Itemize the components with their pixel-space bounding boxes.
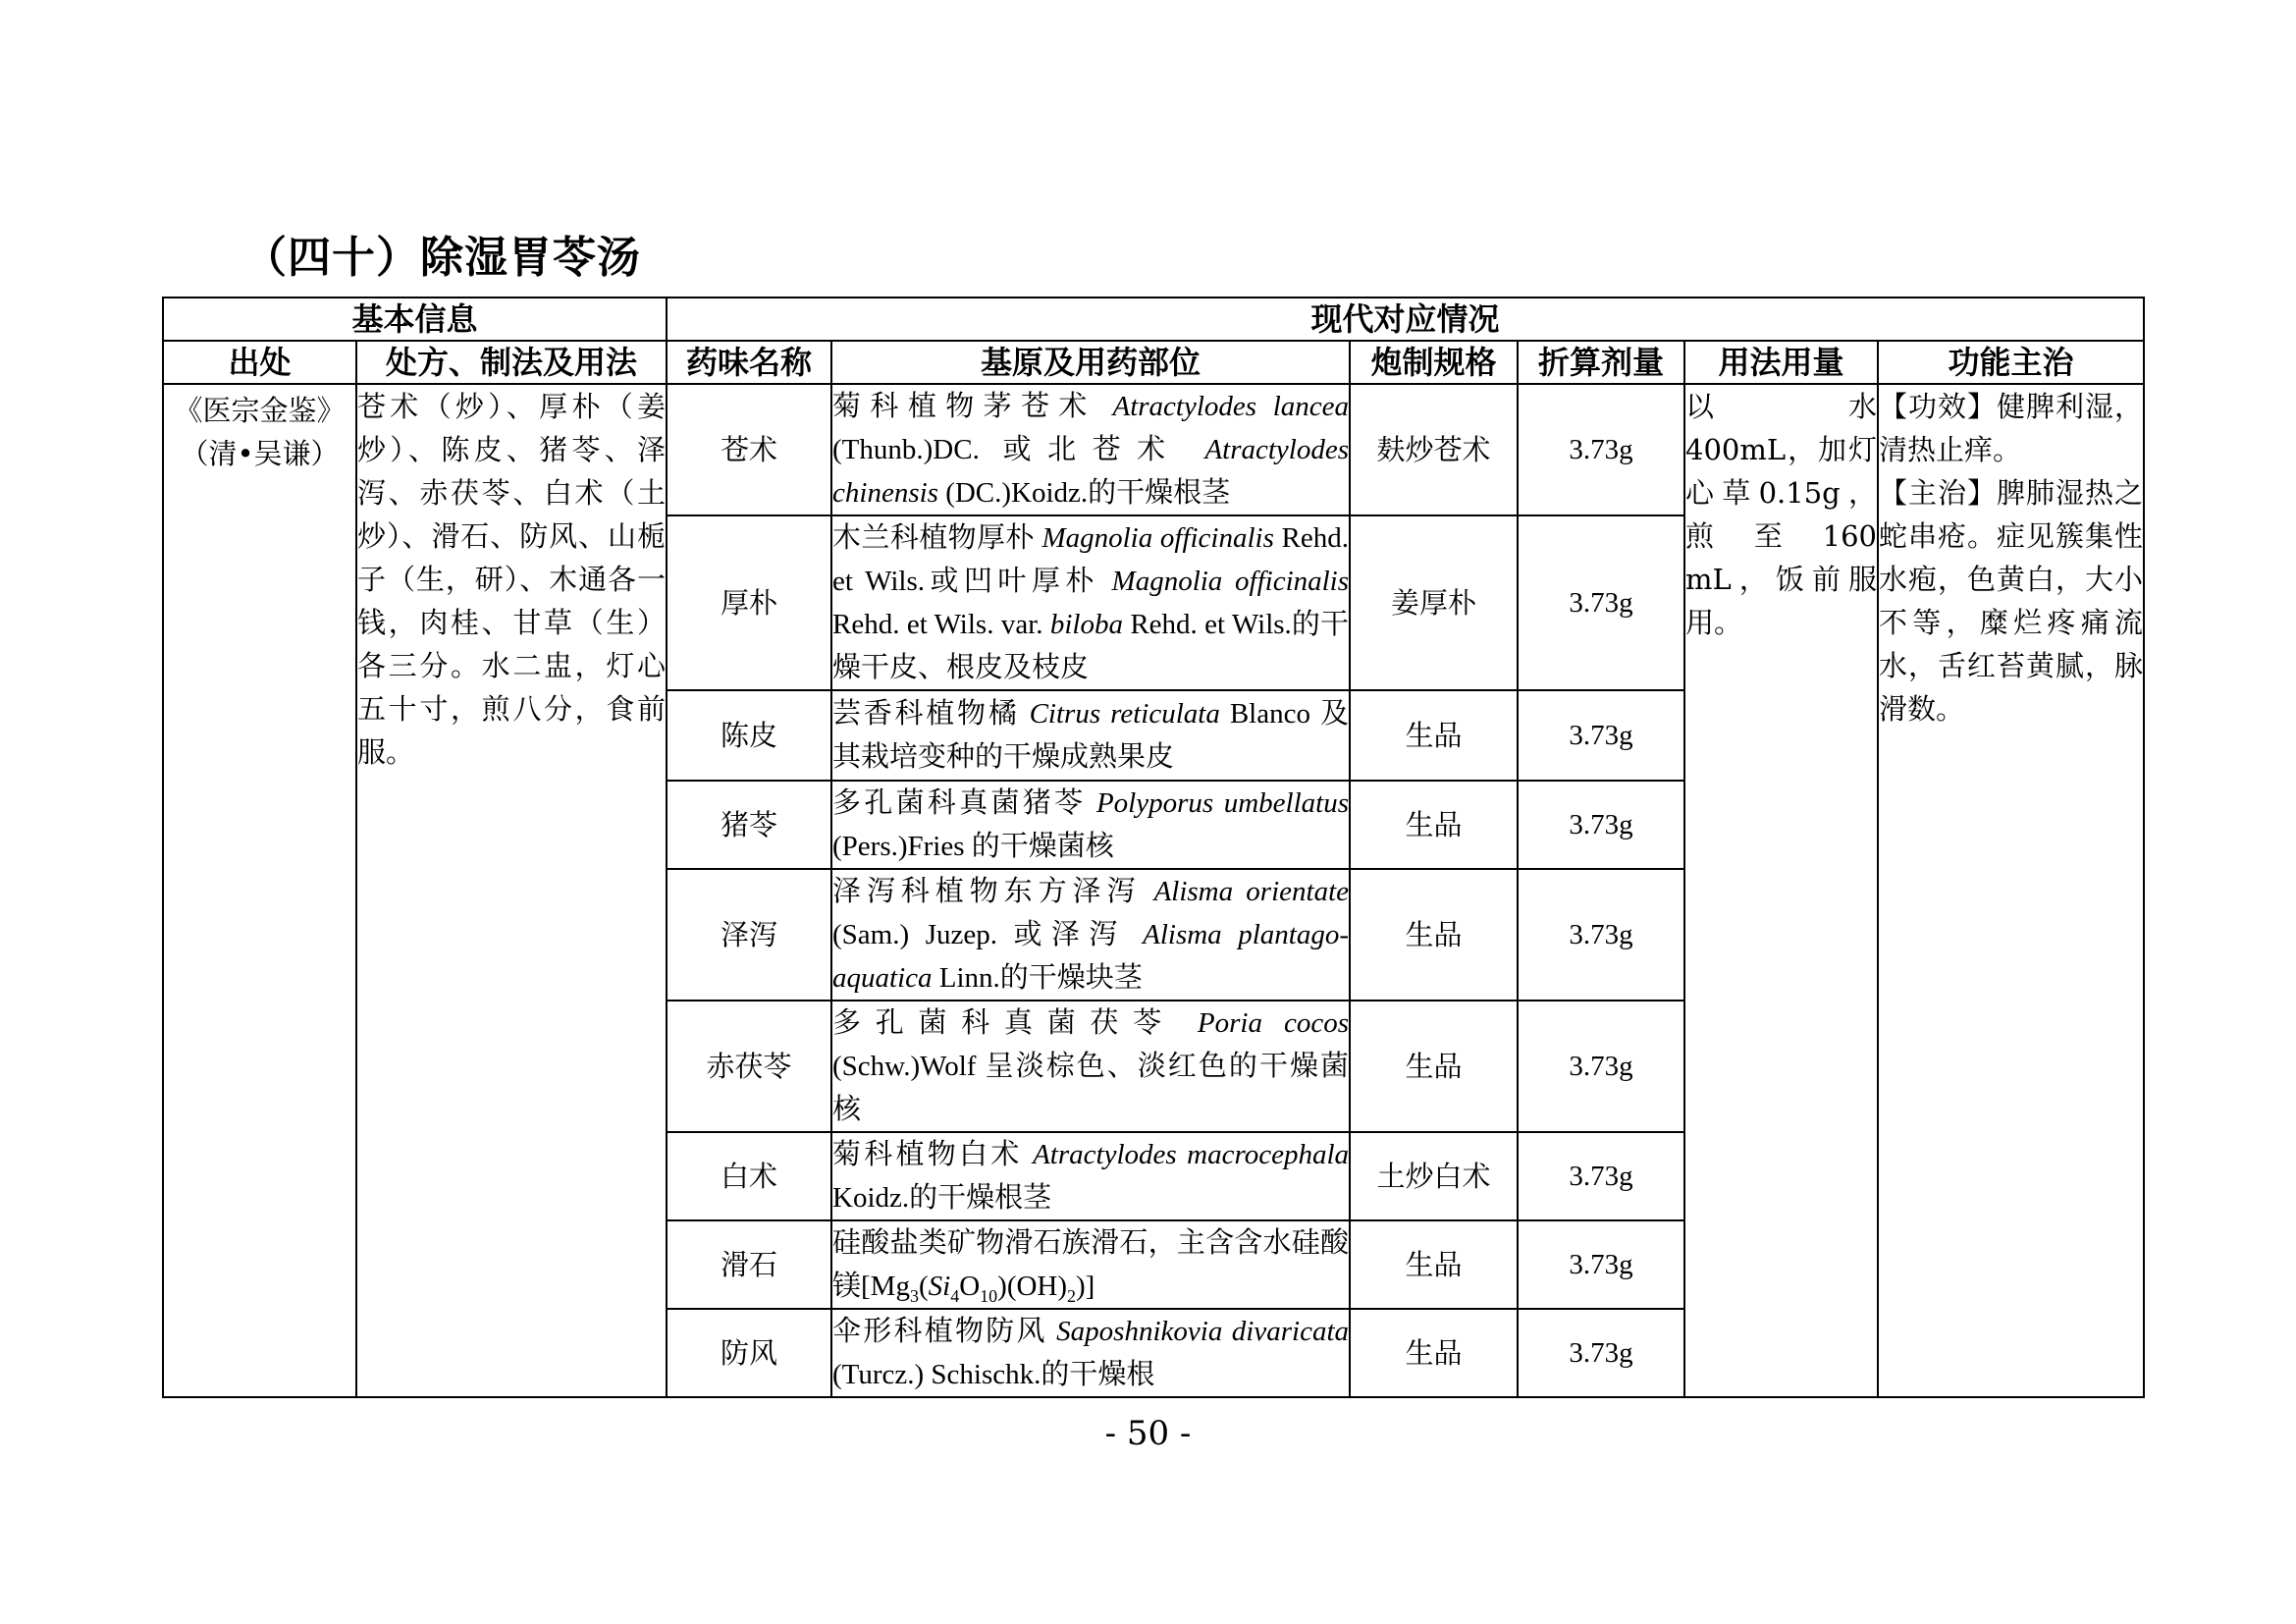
herb-dose-cell: 3.73g: [1518, 690, 1684, 781]
herb-origin-cell: [831, 690, 1350, 781]
origin-segment: Polyporus umbellatus: [1095, 787, 1349, 819]
header-dose: 折算剂量: [1518, 341, 1684, 384]
header-source: 出处: [163, 341, 356, 384]
origin-segment: 硅酸盐类矿物滑石族滑石，主含含水硅酸镁[Mg: [832, 1227, 1350, 1302]
origin-segment: (Pers.)Fries 的干燥菌核: [832, 831, 1114, 862]
origin-segment: Rehd. et Wils.的干燥干皮、根皮及枝皮: [832, 609, 1350, 683]
herb-name-cell: 猪苓: [667, 781, 831, 869]
herb-origin-cell: [831, 781, 1350, 869]
herb-origin-cell: [831, 515, 1350, 690]
herb-name-cell: 苍术: [667, 384, 831, 515]
origin-segment: 泽泻科植物东方泽泻: [832, 876, 1154, 907]
origin-segment: 菊科植物茅苍术: [832, 391, 1113, 422]
herb-dose-cell: 3.73g: [1518, 1132, 1684, 1220]
herb-origin-cell: [831, 384, 1350, 515]
origin-segment: 菊科植物白术: [832, 1139, 1034, 1170]
origin-segment: 伞形科植物防风: [832, 1316, 1057, 1347]
header-basic-info: 基本信息: [163, 298, 667, 341]
effect-tag: 【功效】: [1879, 390, 1998, 423]
herb-name-cell: 赤茯苓: [667, 1001, 831, 1132]
origin-segment: Citrus reticulata: [1029, 698, 1220, 730]
origin-segment: Magnolia officinalis: [1111, 566, 1350, 597]
origin-segment: 多孔菌科真菌茯苓: [832, 1007, 1198, 1039]
origin-segment: 3: [909, 1285, 919, 1306]
origin-segment: O: [959, 1271, 981, 1302]
page-title: （四十）除湿胃苓汤: [243, 233, 641, 283]
herb-processing-cell: 麸炒苍术: [1350, 384, 1518, 515]
herb-processing-cell: 生品: [1350, 1001, 1518, 1132]
function-cell: [1878, 384, 2144, 1397]
origin-segment: (Turcz.) Schischk.的干燥根: [832, 1359, 1155, 1390]
herb-name-cell: 滑石: [667, 1220, 831, 1309]
herb-processing-cell: 生品: [1350, 869, 1518, 1001]
header-herb-name: 药味名称: [667, 341, 831, 384]
origin-segment: Linn.的干燥块茎: [932, 962, 1143, 994]
herb-origin-cell: [831, 1001, 1350, 1132]
herb-processing-cell: 生品: [1350, 1220, 1518, 1309]
herb-origin-cell: [831, 1220, 1350, 1309]
herb-dose-cell: 3.73g: [1518, 384, 1684, 515]
source-cell: 《医宗金鉴》（清•吴谦）: [163, 384, 356, 1397]
origin-segment: Alisma plantago-aquatica: [832, 919, 1350, 994]
herb-name-cell: 白术: [667, 1132, 831, 1220]
herb-dose-cell: 3.73g: [1518, 1309, 1684, 1397]
origin-segment: )(OH): [997, 1271, 1068, 1302]
herb-processing-cell: 生品: [1350, 690, 1518, 781]
origin-segment: Koidz.的干燥根茎: [832, 1182, 1052, 1214]
header-origin: 基原及用药部位: [831, 341, 1350, 384]
origin-segment: 4: [950, 1285, 960, 1306]
herb-processing-cell: 生品: [1350, 1309, 1518, 1397]
origin-segment: Alisma orientate: [1153, 876, 1349, 907]
origin-segment: Blanco 及其栽培变种的干燥成熟果皮: [832, 698, 1349, 773]
herb-dose-cell: 3.73g: [1518, 1001, 1684, 1132]
herb-name-cell: 防风: [667, 1309, 831, 1397]
herb-origin-cell: [831, 1132, 1350, 1220]
header-function: 功能主治: [1878, 341, 2144, 384]
origin-segment: Poria cocos: [1197, 1007, 1349, 1039]
indication-tag: 【主治】: [1879, 476, 1998, 510]
page-number: - 50 -: [1104, 1414, 1192, 1453]
herbal-formula-table: [162, 297, 2145, 1398]
origin-segment: Atractylodes chinensis: [832, 434, 1350, 509]
origin-segment: Magnolia officinalis: [1041, 522, 1274, 554]
herb-processing-cell: 生品: [1350, 781, 1518, 869]
origin-segment: (: [918, 1271, 929, 1302]
origin-segment: 10: [980, 1285, 998, 1306]
herb-dose-cell: 3.73g: [1518, 781, 1684, 869]
header-processing: 炮制规格: [1350, 341, 1518, 384]
origin-segment: Rehd. et Wils. var.: [832, 609, 1050, 640]
prescription-cell: 苍术（炒）、厚朴（姜炒）、陈皮、猪苓、泽泻、赤茯苓、白术（土炒）、滑石、防风、山栀子（生，研）、木通各一钱，肉桂、甘草（生）各三分。水二盅，灯心五十寸，煎八分，食前服。: [356, 384, 667, 1397]
origin-segment: Rehd. et Wils.或凹叶厚朴: [832, 522, 1350, 597]
origin-segment: (Thunb.)DC. 或北苍术: [832, 434, 1205, 465]
origin-segment: 多孔菌科真菌猪苓: [832, 787, 1096, 819]
origin-segment: biloba: [1049, 609, 1123, 640]
herb-dose-cell: 3.73g: [1518, 515, 1684, 690]
herb-dose-cell: 3.73g: [1518, 869, 1684, 1001]
herb-origin-cell: [831, 869, 1350, 1001]
origin-segment: (Sam.) Juzep. 或泽泻: [832, 919, 1144, 950]
effect-text: 健脾利湿，清热止痒。: [1879, 390, 2144, 466]
herb-name-cell: 厚朴: [667, 515, 831, 690]
origin-segment: 木兰科植物厚朴: [832, 522, 1042, 554]
origin-segment: Si: [928, 1271, 951, 1302]
origin-segment: )]: [1076, 1271, 1095, 1302]
origin-segment: Atractylodes macrocephala: [1033, 1139, 1349, 1170]
herb-processing-cell: 姜厚朴: [1350, 515, 1518, 690]
herb-name-cell: 陈皮: [667, 690, 831, 781]
indication-text: 脾肺湿热之蛇串疮。症见簇集性水疱，色黄白，大小不等，糜烂疼痛流水，舌红苔黄腻，脉滑数。: [1879, 476, 2144, 726]
usage-cell: [1684, 384, 1878, 1397]
origin-segment: (Schw.)Wolf 呈淡棕色、淡红色的干燥菌核: [832, 1051, 1350, 1125]
header-modern-correspondence: 现代对应情况: [667, 298, 2144, 341]
header-usage: 用法用量: [1684, 341, 1878, 384]
header-prescription: 处方、制法及用法: [356, 341, 667, 384]
usage-text: 以水 400mL，加灯心草0.15g，煎至160 mL，饭前服用。: [1685, 390, 1878, 639]
origin-segment: Atractylodes lancea: [1112, 391, 1350, 422]
origin-segment: (DC.)Koidz.的干燥根茎: [937, 477, 1231, 509]
herb-dose-cell: 3.73g: [1518, 1220, 1684, 1309]
herb-processing-cell: 土炒白术: [1350, 1132, 1518, 1220]
origin-segment: Saposhnikovia divaricata: [1056, 1316, 1350, 1347]
origin-segment: 芸香科植物橘: [832, 698, 1030, 730]
herb-origin-cell: [831, 1309, 1350, 1397]
table-row: [163, 384, 2144, 515]
origin-segment: 2: [1067, 1285, 1077, 1306]
herb-name-cell: 泽泻: [667, 869, 831, 1001]
